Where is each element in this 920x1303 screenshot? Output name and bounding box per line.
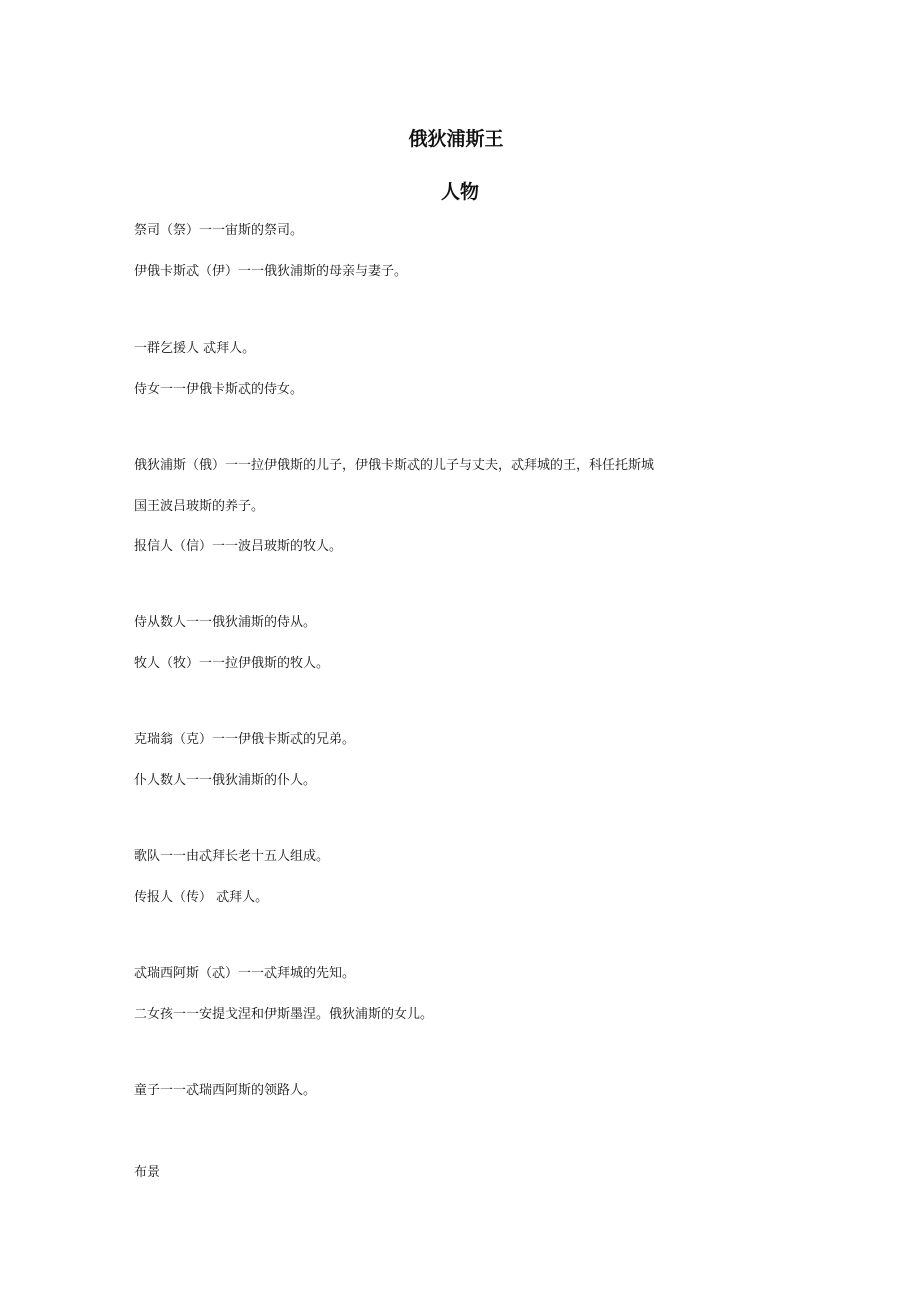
character-line-tiresias: 忒瑞西阿斯（忒）一一忒拜城的先知。: [134, 966, 356, 981]
character-line-servants: 仆人数人一一俄狄浦斯的仆人。: [134, 773, 317, 788]
character-line-herald: 传报人（传） 忒拜人。: [134, 890, 269, 905]
character-line-creon: 克瑞翁（克）一一伊俄卡斯忒的兄弟。: [134, 732, 356, 747]
character-line-attendants: 侍从数人一一俄狄浦斯的侍从。: [134, 615, 317, 630]
section-heading: 人物: [440, 181, 479, 203]
character-line-shepherd: 牧人（牧）一一拉伊俄斯的牧人。: [134, 656, 330, 671]
character-line-priest: 祭司（祭）一一宙斯的祭司。: [134, 223, 304, 238]
character-line-daughters: 二女孩一一安提戈涅和伊斯墨涅。俄狄浦斯的女儿。: [134, 1007, 434, 1022]
character-line-chorus: 歌队一一由忒拜长老十五人组成。: [134, 849, 330, 864]
scene-heading: 布景: [134, 1165, 161, 1180]
character-line-jocasta: 伊俄卡斯忒（伊）一一俄狄浦斯的母亲与妻子。: [134, 264, 408, 279]
character-line-suppliants: 一群乞援人 忒拜人。: [134, 341, 256, 356]
page-title: 俄狄浦斯王: [408, 128, 504, 150]
character-line-oedipus: 俄狄浦斯（俄）一一拉伊俄斯的儿子，伊俄卡斯忒的儿子与丈夫，忒拜城的王，科任托斯城: [134, 458, 655, 473]
character-line-messenger: 报信人（信）一一波吕玻斯的牧人。: [134, 539, 343, 554]
character-line-boy: 童子一一忒瑞西阿斯的领路人。: [134, 1083, 317, 1098]
character-line-maid: 侍女一一伊俄卡斯忒的侍女。: [134, 382, 304, 397]
character-line-oedipus-cont: 国王波吕玻斯的养子。: [134, 499, 265, 514]
